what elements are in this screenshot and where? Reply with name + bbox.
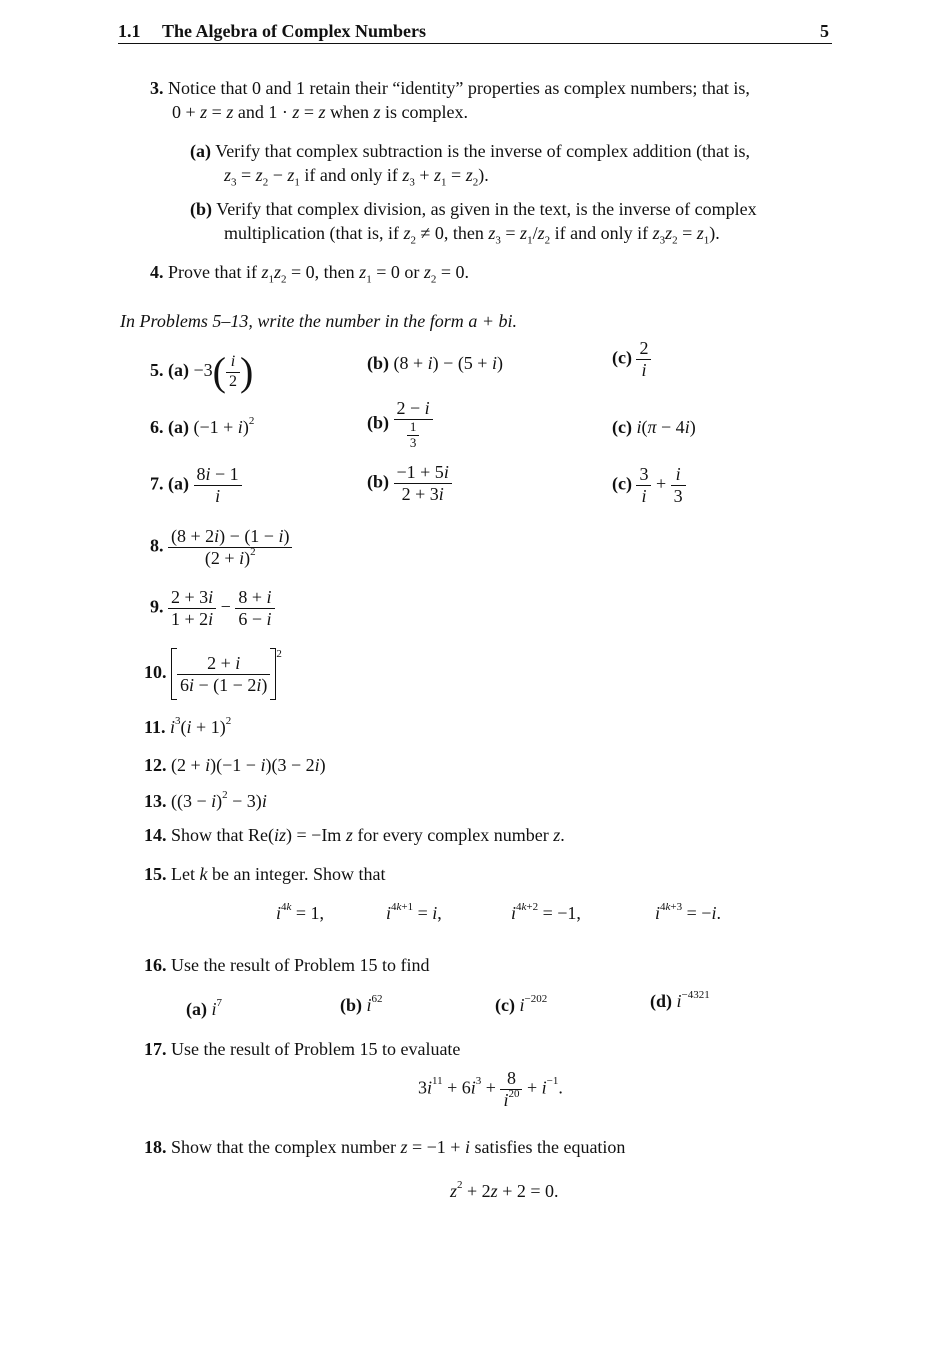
problem-3a xyxy=(190,140,750,163)
problem-6: 6. (a) $(-1 + i)^2$ xyxy=(150,415,255,437)
problem-16 xyxy=(144,954,429,977)
problem-3b-line2: multiplication (that is, if $z_2 \ne 0$, then $z_3 = z_1/z_2$ if and only if $z_3z_2 = z_1$). xyxy=(224,223,720,247)
problem-13: 13. $((3 - i)^2 - 3)i$ xyxy=(144,789,267,811)
problem-4: 4. Prove that if $z_1z_2 = 0$, then $z_1 = 0$ or $z_2 = 0$. xyxy=(150,262,470,286)
power-i-4k-plus-2: $i^{4k+2} = -1$, xyxy=(511,901,581,923)
problem-6c: (c) i(π − 4i) xyxy=(612,417,696,437)
problems-instruction: In Problems 5–13, write the number in the form a + bi. xyxy=(120,311,517,331)
problem-10: 10. $\frac{2 + i}{6i - (1 - 2i)}$ $^2$ xyxy=(144,648,282,700)
problem-number: 10. xyxy=(144,662,167,683)
problem-11: 11. $i^3(i + 1)^2$ xyxy=(144,715,232,737)
page-number: 5 xyxy=(820,21,829,41)
problem-8: 8. $\frac{(8 + 2i) - (1 - i)}{(2 + i)^2}$ xyxy=(150,526,292,568)
problem-number: 9. xyxy=(150,596,164,617)
problem-5b: (b) (8 + i) − (5 + i) xyxy=(367,353,503,373)
header-rule xyxy=(118,43,832,44)
problem-3-text: Notice that 0 and 1 retain their “identity” properties as complex numbers; that is, xyxy=(168,78,750,98)
problem-number: 17. xyxy=(144,1039,167,1059)
problem-17 xyxy=(144,1038,460,1061)
power-i-4k-plus-3: $i^{4k+3} = -i$. xyxy=(655,901,721,923)
problem-number: 3. xyxy=(150,78,164,98)
problem-16b: (b) $i^{62}$ xyxy=(340,993,383,1015)
problem-17-expression: $3i^{11} + 6i^3$ + $\frac{8}{i^{20}}$ + $i^{-1}$. xyxy=(418,1068,563,1110)
problem-6b: (b) $\frac{2 - i}{\frac{1}{3}}$ xyxy=(367,398,433,451)
problem-3-line2: 0 + z = z and 1 · z = z when z is complex. xyxy=(172,102,469,122)
problem-16d: (d) $i^{-4321}$ xyxy=(650,989,710,1011)
problem-number: 14. xyxy=(144,825,167,845)
problem-18-text: Show that the complex number xyxy=(171,1137,396,1157)
problem-16a: (a) $i^7$ xyxy=(186,997,223,1019)
problem-15: 15. Let k be an integer. Show that xyxy=(144,864,386,884)
problem-14: 14. Show that Re(iz) = −Im z for every complex number z. xyxy=(144,825,565,845)
power-i-4k-plus-1: $i^{4k+1} = i$, xyxy=(386,901,442,923)
problem-17-text: Use the result of Problem 15 to evaluate xyxy=(171,1039,461,1059)
problem-number: 18. xyxy=(144,1137,167,1157)
problem-3b-text: Verify that complex division, as given in the text, is the inverse of complex xyxy=(216,199,757,219)
problem-number: 4. xyxy=(150,262,164,282)
problem-15-text: Let xyxy=(171,864,195,884)
problem-3 xyxy=(150,77,750,100)
problem-number: 13. xyxy=(144,791,167,811)
problem-18: 18. Show that the complex number z = −1 + i satisfies the equation xyxy=(144,1137,626,1157)
problem-number: 6. xyxy=(150,417,164,437)
problem-5c: (c) $\frac{2}{i}$ xyxy=(612,338,651,380)
running-head-title: The Algebra of Complex Numbers xyxy=(162,21,426,41)
part-label: (b) xyxy=(190,199,212,219)
problem-7: 7. (a) $\frac{8i - 1}{i}$ xyxy=(150,464,242,506)
problem-number: 11. xyxy=(144,717,166,737)
problem-12: 12. (2 + i)(−1 − i)(3 − 2i) xyxy=(144,755,326,775)
instruction-text: In Problems 5–13, write the number in the form xyxy=(120,311,464,331)
section-number: 1.1 xyxy=(118,21,141,41)
power-i-4k: $i^{4k} = 1$, xyxy=(276,901,325,923)
problem-18-equation: $z^2 + 2z + 2 = 0$. xyxy=(450,1179,559,1201)
problem-9: 9. $\frac{2 + 3i}{1 + 2i}$ − $\frac{8 + i}{6 - i}$ xyxy=(150,587,275,629)
problem-number: 15. xyxy=(144,864,167,884)
problem-number: 7. xyxy=(150,473,164,494)
problem-3a-text: Verify that complex subtraction is the inverse of complex addition (that is, xyxy=(215,141,751,161)
problem-number: 12. xyxy=(144,755,167,775)
problem-3b xyxy=(190,198,757,221)
problem-7b: (b) $\frac{-1 + 5i}{2 + 3i}$ xyxy=(367,462,452,504)
problem-16c: (c) $i^{-202}$ xyxy=(495,993,548,1015)
problem-5: 5. (a) −3( $\frac{i}{2}$ ) xyxy=(150,349,254,394)
problem-16-text: Use the result of Problem 15 to find xyxy=(171,955,430,975)
problem-number: 16. xyxy=(144,955,167,975)
problem-number: 5. xyxy=(150,360,164,381)
problem-7c: (c) $\frac{3}{i}$ + $\frac{i}{3}$ xyxy=(612,464,686,506)
problem-number: 8. xyxy=(150,535,164,556)
problem-3a-line2: $z_3 = z_2 - z_1$ if and only if $z_3 + z_1 = z_2$). xyxy=(224,165,489,189)
problem-14-text: Show that Re( xyxy=(171,825,274,845)
part-label: (a) xyxy=(190,141,211,161)
